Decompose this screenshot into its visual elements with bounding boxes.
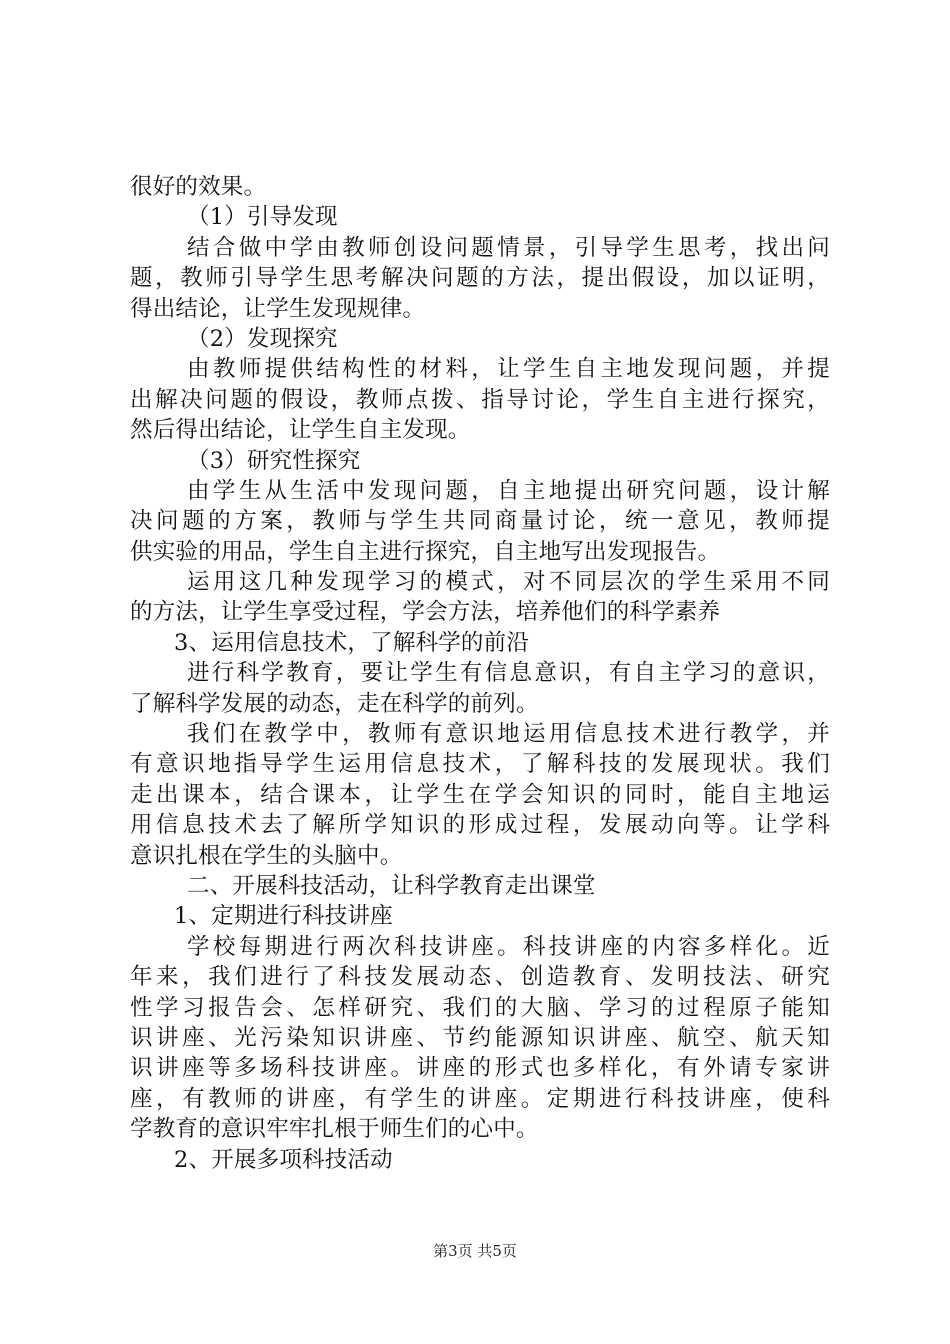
- page-number-footer: 第3页 共5页: [433, 1242, 517, 1260]
- text-line: 用信息技术去了解所学知识的形成过程，发展动向等。让学科: [130, 812, 830, 839]
- text-line: 了解科学发展的动态，走在科学的前列。: [130, 690, 539, 717]
- text-line: 进行科学教育，要让学生有信息意识，有自主学习的意识，: [187, 660, 830, 687]
- text-line: 我们在教学中，教师有意识地运用信息技术进行教学，并: [187, 721, 830, 748]
- text-line: 性学习报告会、怎样研究、我们的大脑、学习的过程原子能知: [130, 994, 830, 1021]
- text-line: 出解决问题的假设，教师点拨、指导讨论，学生自主进行探究，: [130, 386, 830, 413]
- text-line: 决问题的方案，教师与学生共同商量讨论，统一意见，教师提: [130, 508, 830, 535]
- section-heading-tech-activities: 二、开展科技活动，让科学教育走出课堂: [187, 872, 596, 899]
- subheading-discovery-inquiry: （2）发现探究: [187, 325, 338, 352]
- document-body: [130, 172, 830, 1175]
- text-line: 得出结论，让学生发现规律。: [130, 295, 426, 322]
- text-line: 学校每期进行两次科技讲座。科技讲座的内容多样化。近: [187, 933, 830, 960]
- text-line: 座，有教师的讲座，有学生的讲座。定期进行科技讲座，使科: [130, 1085, 830, 1112]
- text-line: 的方法，让学生享受过程，学会方法，培养他们的科学素养: [130, 599, 721, 626]
- subheading-guided-discovery: （1）引导发现: [187, 204, 338, 231]
- text-line: 很好的效果。: [130, 174, 267, 200]
- subheading-research-inquiry: （3）研究性探究: [187, 447, 361, 474]
- text-line: 题，教师引导学生思考解决问题的方法，提出假设，加以证明，: [130, 265, 830, 292]
- text-line: 有意识地指导学生运用信息技术，了解科技的发展现状。我们: [130, 751, 830, 778]
- text-line: 由学生从生活中发现问题，自主地提出研究问题，设计解: [187, 477, 830, 504]
- text-line: 供实验的用品，学生自主进行探究，自主地写出发现报告。: [130, 538, 721, 565]
- section-heading-info-tech: 3、运用信息技术，了解科学的前沿: [174, 629, 530, 656]
- text-line: 走出课本，结合课本，让学生在学会知识的同时，能自主地运: [130, 781, 830, 808]
- subheading-multiple-activities: 2、开展多项科技活动: [174, 1146, 393, 1173]
- text-line: 然后得出结论，让学生自主发现。: [130, 417, 471, 444]
- text-line: 由教师提供结构性的材料，让学生自主地发现问题，并提: [187, 356, 830, 383]
- subheading-tech-lectures: 1、定期进行科技讲座: [174, 903, 393, 930]
- text-line: 学教育的意识牢牢扎根于师生们的心中。: [130, 1116, 539, 1143]
- text-line: 识讲座、光污染知识讲座、节约能源知识讲座、航空、航天知: [130, 1024, 830, 1051]
- text-line: 运用这几种发现学习的模式，对不同层次的学生采用不同: [187, 569, 830, 596]
- text-line: 结合做中学由教师创设问题情景，引导学生思考，找出问: [187, 234, 830, 261]
- text-line: 年来，我们进行了科技发展动态、创造教育、发明技法、研究: [130, 964, 830, 991]
- text-line: 识讲座等多场科技讲座。讲座的形式也多样化，有外请专家讲: [130, 1055, 830, 1082]
- text-line: 意识扎根在学生的头脑中。: [130, 842, 403, 869]
